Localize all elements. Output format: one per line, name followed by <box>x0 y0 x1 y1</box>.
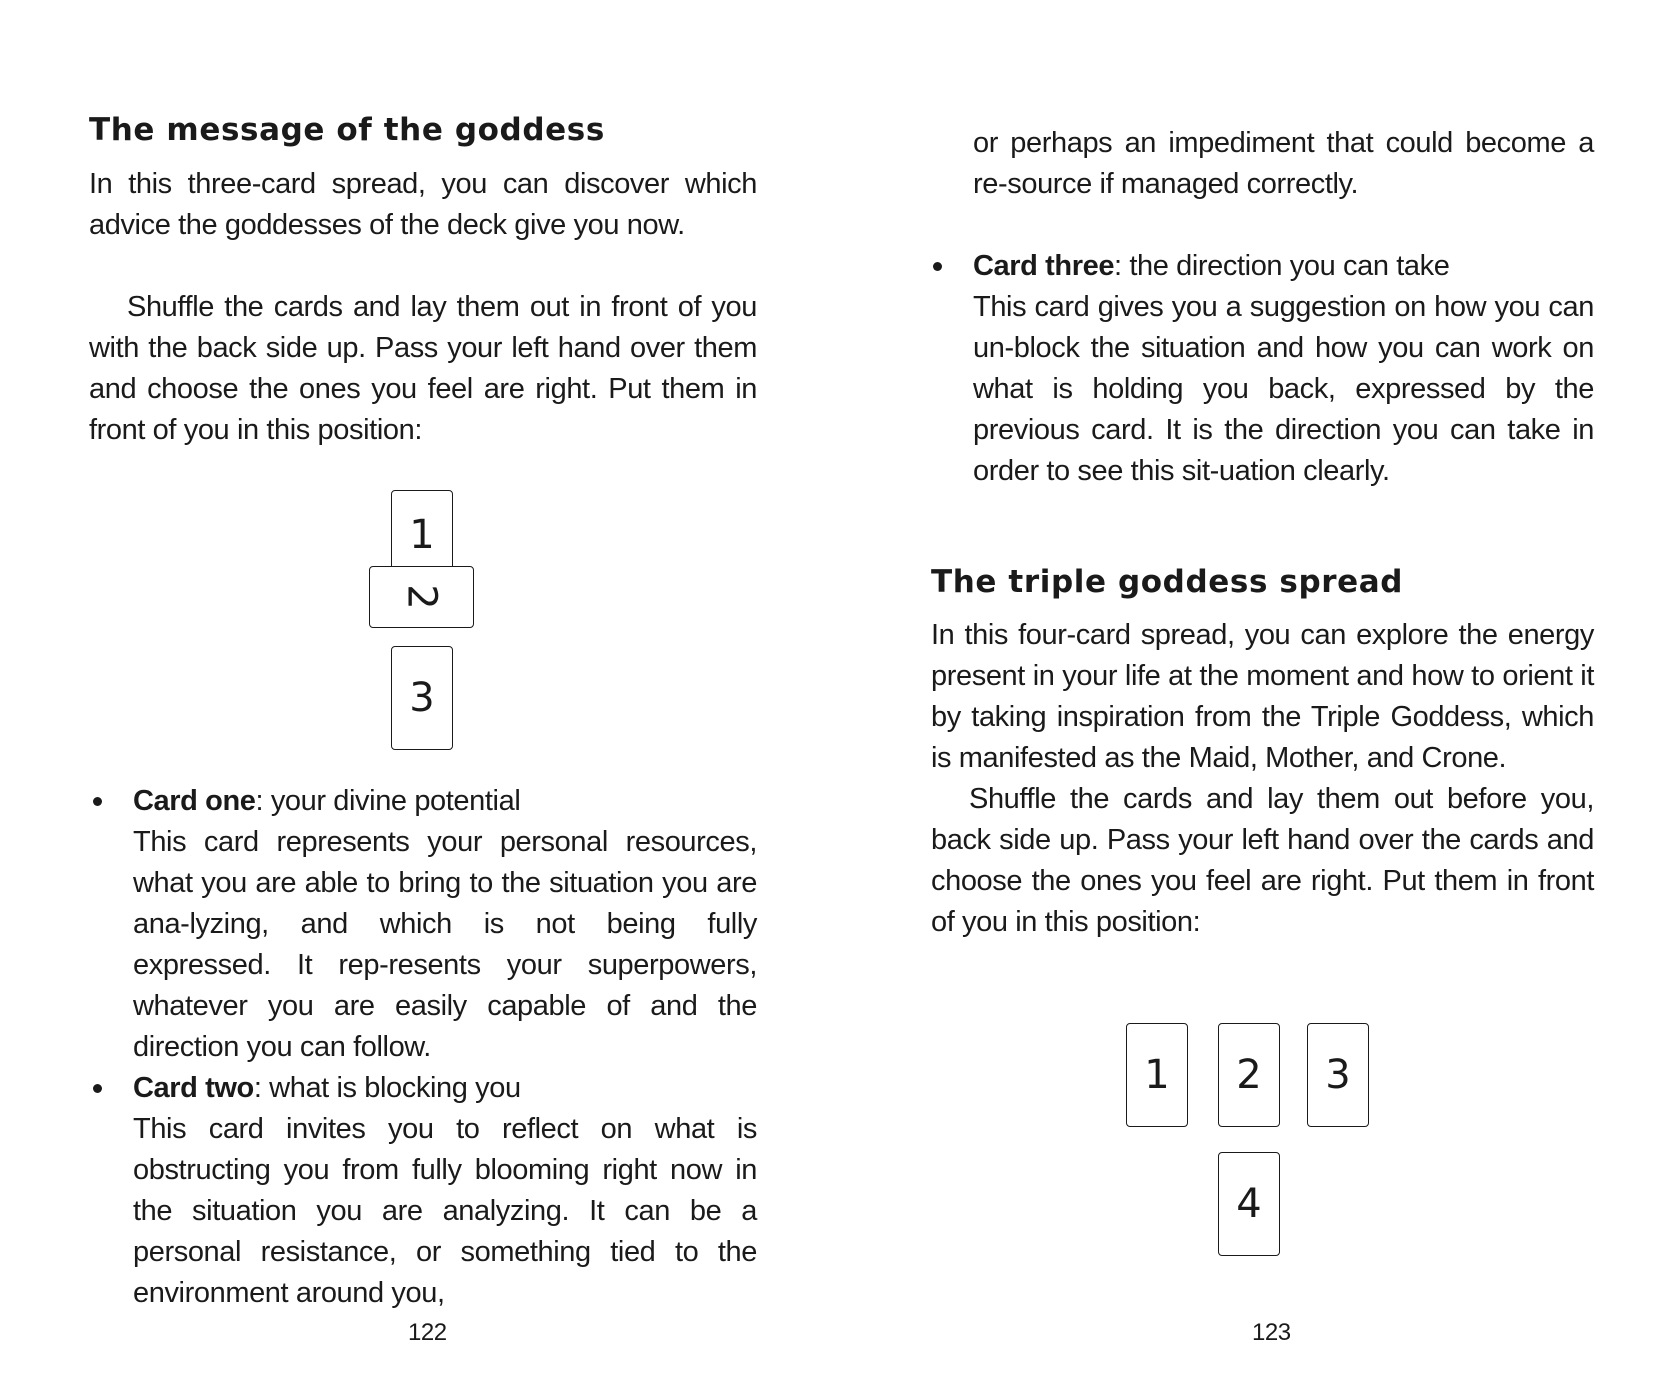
card-number: 2 <box>1236 1052 1262 1098</box>
page-number: 122 <box>408 1319 447 1346</box>
bullet-icon <box>93 797 102 806</box>
item-title-bold: Card two <box>133 1072 254 1104</box>
item-title-card-one <box>133 781 520 822</box>
spread-card-1 <box>1126 1023 1188 1127</box>
instructions-paragraph: Shuffle the cards and lay them out in front of you with the back side up. Pass your left hand over them and choose the ones you feel are right. Put them in front of you in this position: <box>89 291 757 446</box>
left-page <box>0 0 837 1400</box>
card-number: 1 <box>1144 1052 1170 1098</box>
right-page <box>837 0 1675 1400</box>
item-body-card-two: This card invites you to reflect on what is obstructing you from fully blooming right now in the situation you are analyzing. It can be a personal resistance, or something tied to the environment around you, <box>133 1113 757 1309</box>
section-heading: The message of the goddess <box>89 112 605 148</box>
spread-card-2 <box>369 566 474 628</box>
spread-card-3 <box>1307 1023 1369 1127</box>
intro-paragraph: In this three-card spread, you can discover which advice the goddesses of the deck give you now. <box>89 168 757 241</box>
item-title-bold: Card three <box>973 250 1115 282</box>
card-number: 3 <box>409 675 435 721</box>
item-body-card-three: This card gives you a suggestion on how you can un-block the situation and how you can work on what is holding you back, expressed by the previous card. It is the direction you can take in order to see this sit-uation clearly. <box>973 291 1594 487</box>
instructions-paragraph: Shuffle the cards and lay them out before you, back side up. Pass your left hand over the cards and choose the ones you feel are right. Put them in front of you in this position: <box>931 783 1594 938</box>
card-number: 1 <box>409 512 435 558</box>
item-title-card-two <box>133 1068 521 1109</box>
spread-card-2 <box>1218 1023 1280 1127</box>
spread-card-3 <box>391 646 453 750</box>
item-title-card-three <box>973 246 1449 287</box>
card-number: 4 <box>1236 1181 1262 1227</box>
card-number: 3 <box>1325 1052 1351 1098</box>
item-body-card-one: This card represents your personal resources, what you are able to bring to the situation you are ana-lyzing, and which is not being fully expressed. It rep-resents your superpowers, whatever you are easily capable of and the direction you can follow. <box>133 826 757 1063</box>
item-subtitle: : your divine potential <box>255 785 521 817</box>
page-number: 123 <box>1252 1319 1291 1346</box>
item-subtitle: : the direction you can take <box>1114 250 1450 282</box>
spread-card-4 <box>1218 1152 1280 1256</box>
bullet-icon <box>93 1084 102 1093</box>
item-title-bold: Card one <box>133 785 256 817</box>
continuation-paragraph: or perhaps an impediment that could become a re-source if managed correctly. <box>973 127 1594 200</box>
section-heading: The triple goddess spread <box>931 564 1404 600</box>
item-subtitle: : what is blocking you <box>253 1072 521 1104</box>
card-number: 2 <box>398 584 445 610</box>
bullet-icon <box>933 262 942 271</box>
intro-paragraph: In this four-card spread, you can explore the energy present in your life at the moment and how to orient it by taking inspiration from the Triple Goddess, which is manifested as the Maid, Mother, and Crone. <box>931 619 1594 774</box>
